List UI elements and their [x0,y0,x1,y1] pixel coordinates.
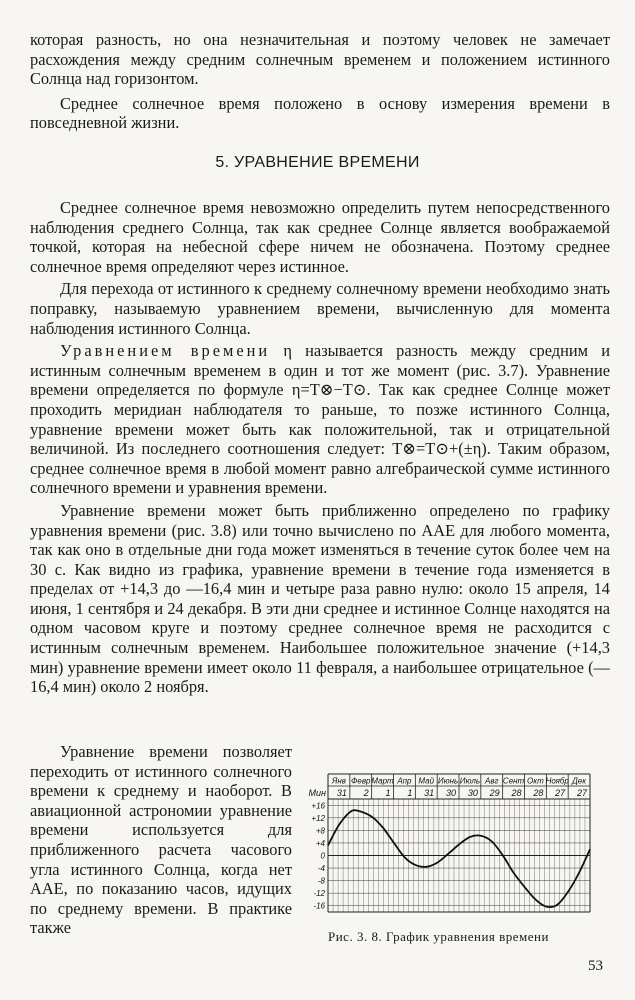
y-tick-label: +4 [315,838,325,848]
month-label: Ноябр [545,776,569,786]
paragraph-mean-time-basis: Среднее солнечное время положено в основу измерения времени в повседневной жизни. [30,93,610,133]
day-label: 31 [336,788,347,798]
paragraph-correction: Для перехода от истинного к среднему солнечному времени необходимо знать поправку, называемую уравнением времени, вычисленную для момента наблюдения истинного Солнца. [30,279,610,338]
paragraph-definition [30,341,610,498]
text-block-top [30,30,610,133]
paragraph-graph: Уравнение времени может быть приближенно определено по графику уравнения времени (рис. 3.8) или точно вычислено по ААЕ для любого момента, так как оно в отдельные дни года может изменяться в течение суток более чем на 30 с. Как видно из графика, уравнение времени в течение года изменяется в пределах от +14,3 до —16,4 мин и четыре раза равно нулю: около 15 апреля, 14 июня, 1 сентября и 24 декабря. В эти дни среднее и истинное Солнце находятся на одном часовом круге и поэтому среднее солнечное время не расходится с истинным солнечным временем. Наибольшее положительное значение (+14,3 мин) уравнение времени имеет около 11 февраля, а наибольшее отрицательное (—16,4 мин) около 2 ноября. [30,500,610,697]
y-tick-label: +12 [311,813,325,823]
month-label: Сент [502,776,525,786]
text-block-main [30,198,610,697]
y-tick-label: -16 [313,901,325,911]
month-label: Янв [331,776,346,786]
day-label: 30 [445,788,456,798]
paragraph-intro: Среднее солнечное время невозможно определить путем непосредственного наблюдения среднего Солнца, так как среднее Солнце является воображаемой точкой, которая на небесной сфере ничем не обозначена. Поэтому среднее солнечное время определяют через истинное. [30,198,610,276]
month-label: Окт [527,776,544,786]
paragraph-definition-body: η называется разность между средним и истинным солнечным временем в один и тот же момент (рис. 3.7). Уравнение времени определяется по формуле η=T⊗−T⊙. Так как среднее Солнце может проходить меридиан наблюдателя то раньше, то позже истинного Солнца, уравнение времени может быть как положительной, так и отрицательной величиной. Из последнего соотношения следует: T⊗=T⊙+(±η). Таким образом, среднее солнечное время в любой момент равно алгебраической сумме истинного солнечного времени и уравнения времени. [30,341,610,498]
term-spaced: Уравнением времени [60,341,271,361]
page-number: 53 [588,958,603,974]
paragraph-applications: Уравнение времени позволяет переходить от истинного солнечного времени к среднему и наоборот. В авиационной астрономии уравнение времени используется для приближенного расчета часового угла истинного Солнца, когда нет ААЕ, по показанию часов, идущих по среднему времени. В практике также [30,742,292,938]
y-tick-label: +16 [311,801,325,811]
month-label: Апр [397,776,412,786]
y-tick-label: +8 [315,826,325,836]
month-label: Дек [572,776,587,786]
month-label: Март [371,776,394,786]
day-label: 2 [363,788,369,798]
day-label: 27 [555,788,566,798]
month-label: Май [418,776,435,786]
day-label: 27 [576,788,587,798]
day-label: 28 [511,788,522,798]
day-label: 31 [424,788,435,798]
y-axis-label: Мин [308,788,326,798]
month-label: Июль [459,776,481,786]
day-label: 1 [407,788,413,798]
y-tick-label: -8 [317,876,325,886]
day-label: 28 [533,788,544,798]
paragraph-continuation: которая разность, но она незначительная и поэтому человек не замечает расхождения между средним солнечным временем и положением истинного Солнца над горизонтом. [30,30,610,89]
month-label: Июнь [437,776,459,786]
month-label: Авг [485,776,499,786]
chart-svg [302,770,608,920]
day-label: 30 [467,788,478,798]
y-tick-label: -4 [317,864,325,874]
day-label: 29 [489,788,500,798]
figure-caption: Рис. 3. 8. График уравнения времени [328,929,549,944]
section-heading: 5. УРАВНЕНИЕ ВРЕМЕНИ [215,154,420,171]
y-tick-label: -12 [313,889,325,899]
text-column-left [30,742,292,938]
equation-of-time-chart [302,770,608,925]
y-tick-label: 0 [320,851,325,861]
day-label: 1 [385,788,391,798]
month-label: Февр [351,776,371,786]
